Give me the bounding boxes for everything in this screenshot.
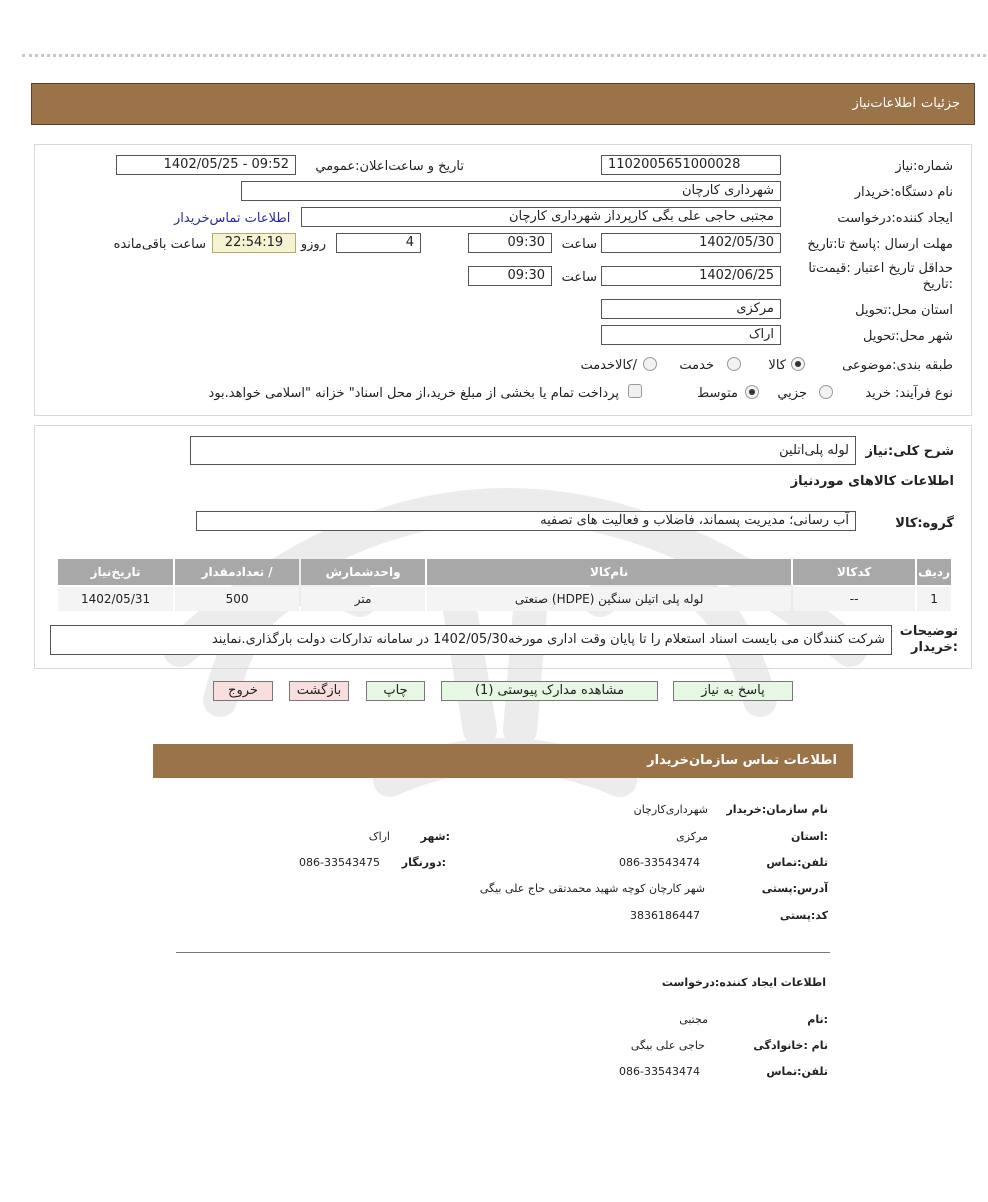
- cell-quantity: 500: [175, 587, 299, 611]
- creator-name-label: :نام: [807, 1013, 828, 1026]
- org-value: شهرداری‌کارچان: [633, 803, 708, 816]
- buyer-contact-link[interactable]: اطلاعات تماس‌خریدار: [174, 211, 291, 226]
- payment-checkbox[interactable]: [628, 384, 642, 398]
- process-medium-radio[interactable]: [745, 385, 759, 399]
- col-quantity: / تعدادمقدار: [175, 559, 299, 585]
- announce-field: 1402/05/25 - 09:52: [116, 155, 296, 175]
- deadline-time-label: ساعت: [561, 237, 597, 252]
- announce-label: تاریخ و ساعت‌اعلان:عمومي: [315, 159, 464, 174]
- remaining-time-badge: 22:54:19: [212, 233, 296, 253]
- address-label: آدرس:پستی: [761, 882, 828, 895]
- goods-table-header: [58, 559, 951, 585]
- cell-unit: متر: [301, 587, 425, 611]
- postal-label: کد:پستی: [779, 909, 828, 922]
- address-value: شهر کارچان کوچه شهید محمدتقی حاج علی بیگی: [479, 882, 705, 895]
- process-minor-radio[interactable]: [819, 385, 833, 399]
- process-medium-label: متوسط: [697, 386, 738, 401]
- creator-name-value: مجتبی: [679, 1013, 708, 1026]
- creator-phone-label: تلفن:تماس: [766, 1065, 828, 1078]
- contact-header: [153, 744, 853, 778]
- city-label: شهر محل:تحویل: [863, 329, 953, 344]
- cell-name: لوله پلی اتیلن سنگین (HDPE) صنعتی: [427, 587, 791, 611]
- phone-label: تلفن:تماس: [766, 856, 828, 869]
- buyer-notes-field: شرکت کنندگان می بایست اسناد استعلام را تا پایان وقت اداری مورخه1402/05/30 در سامانه تدارکات دولت بارگذاری.نمایند: [50, 625, 892, 655]
- payment-note: پرداخت تمام یا بخشی از مبلغ خرید،از محل اسناد" خزانه "اسلامی خواهد.بود: [208, 386, 619, 401]
- tab-need-info[interactable]: اطلاعات‌نیاز: [852, 96, 916, 111]
- contact-province-value: مرکزی: [676, 830, 708, 843]
- print-button[interactable]: چاپ: [366, 681, 425, 701]
- cell-row: 1: [917, 587, 951, 611]
- goods-group-field: آب رسانی؛ مدیریت پسماند، فاضلاب و فعالیت های تصفیه: [196, 511, 856, 531]
- city-field: اراک: [601, 325, 781, 345]
- province-field: مرکزی: [601, 299, 781, 319]
- col-need-date: تاریخ‌نیاز: [58, 559, 173, 585]
- page-header: [31, 83, 975, 125]
- category-goods-service-radio[interactable]: [643, 357, 657, 371]
- fax-value: 086-33543475: [299, 856, 380, 869]
- reply-button[interactable]: پاسخ به نیاز: [673, 681, 793, 701]
- validity-time-label: ساعت: [561, 270, 597, 285]
- col-name: نام‌کالا: [427, 559, 791, 585]
- category-goods-service-label: /کالاخدمت: [580, 358, 637, 373]
- summary-label: شرح کلی:نیاز: [865, 444, 954, 459]
- contact-city-value: اراک: [368, 830, 390, 843]
- creator-phone-value: 086-33543474: [619, 1065, 700, 1078]
- exit-button[interactable]: خروج: [213, 681, 273, 701]
- days-label: روزو: [300, 237, 326, 252]
- top-dotted-divider: [22, 54, 986, 57]
- process-label: نوع فرآیند: خرید: [865, 386, 953, 401]
- deadline-label: مهلت ارسال :پاسخ تا:تاریخ: [807, 237, 953, 252]
- buyer-org-label: نام دستگاه:خریدار: [854, 185, 953, 200]
- tab-details[interactable]: جزئیات: [921, 96, 960, 111]
- contact-title: اطلاعات تماس سازمان‌خریدار: [647, 753, 837, 768]
- phone-value: 086-33543474: [619, 856, 700, 869]
- deadline-time-field: 09:30: [468, 233, 552, 253]
- validity-date-field: 1402/06/25: [601, 266, 781, 286]
- contact-province-label: :استان: [791, 830, 828, 843]
- category-service-radio[interactable]: [727, 357, 741, 371]
- creator-label: ایجاد کننده:درخواست: [837, 211, 953, 226]
- table-row: [58, 587, 951, 611]
- buyer-notes-label: توضیحات :خریدار: [899, 624, 958, 655]
- days-field: 4: [336, 233, 421, 253]
- contact-divider: [176, 952, 830, 953]
- need-number-field: 1102005651000028: [601, 155, 781, 175]
- creator-family-label: نام :خانوادگی: [753, 1039, 828, 1052]
- deadline-date-field: 1402/05/30: [601, 233, 781, 253]
- creator-field: مجتبی حاجی علی بگی کارپرداز شهرداری کارچان: [301, 207, 781, 227]
- goods-table: [56, 557, 953, 613]
- process-minor-label: جزیي: [777, 386, 807, 401]
- summary-field: لوله پلی‌اتلین: [190, 436, 856, 465]
- buyer-org-field: شهرداری کارچان: [241, 181, 781, 201]
- category-service-label: خدمت: [679, 358, 714, 373]
- need-number-label: شماره:نیاز: [895, 159, 953, 174]
- col-unit: واحدشمارش: [301, 559, 425, 585]
- cell-code: --: [793, 587, 915, 611]
- category-label: طبقه بندی:موضوعی: [842, 358, 953, 373]
- col-code: کدکالا: [793, 559, 915, 585]
- back-button[interactable]: بازگشت: [289, 681, 349, 701]
- col-row: ردیف: [917, 559, 951, 585]
- postal-value: 3836186447: [630, 909, 700, 922]
- cell-need-date: 1402/05/31: [58, 587, 173, 611]
- remaining-time-label: ساعت باقی‌مانده: [113, 237, 206, 252]
- creator-info-title: اطلاعات ایجاد کننده:درخواست: [661, 976, 826, 989]
- category-goods-radio[interactable]: [791, 357, 805, 371]
- category-goods-label: کالا: [768, 358, 786, 373]
- validity-time-field: 09:30: [468, 266, 552, 286]
- fax-label: :دورنگار: [401, 856, 446, 869]
- attachments-button[interactable]: مشاهده مدارک پیوستی (1): [441, 681, 658, 701]
- contact-city-label: :شهر: [420, 830, 450, 843]
- org-label: نام سازمان:خریدار: [726, 803, 828, 816]
- validity-label: حداقل تاریخ اعتبار :قیمت‌تا :تاریخ: [808, 261, 953, 292]
- province-label: استان محل:تحویل: [855, 303, 953, 318]
- creator-family-value: حاجی علی بیگی: [630, 1039, 705, 1052]
- goods-group-label: گروه:کالا: [895, 516, 954, 531]
- goods-info-title: اطلاعات کالاهای موردنیاز: [790, 474, 954, 489]
